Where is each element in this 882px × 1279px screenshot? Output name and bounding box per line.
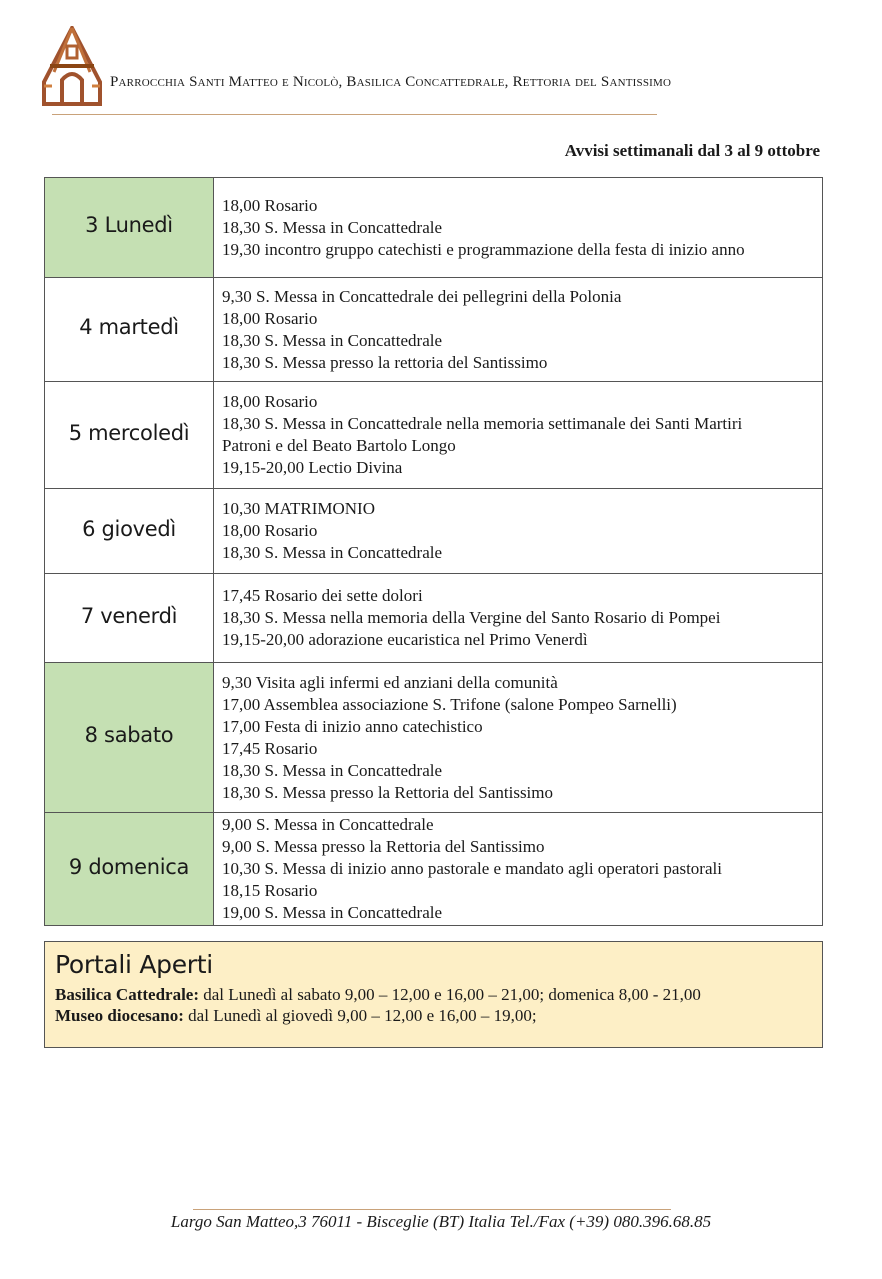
weekly-schedule-table — [44, 177, 823, 926]
event-line: 18,00 Rosario — [222, 195, 318, 215]
event-line: 18,30 S. Messa in Concattedrale — [222, 760, 443, 780]
museum-hours-label: Museo diocesano: — [55, 1006, 184, 1025]
schedule-row — [45, 489, 823, 574]
event-line: 10,30 S. Messa di inizio anno pastorale e mandato agli operatori pastorali — [222, 859, 722, 878]
day-events — [214, 574, 823, 663]
header-divider — [52, 114, 657, 115]
day-events — [214, 663, 823, 813]
event-line: 18,00 Rosario — [222, 308, 318, 328]
event-line: 19,00 S. Messa in Concattedrale — [222, 903, 443, 922]
schedule-row — [45, 382, 823, 489]
day-label: 9 domenica — [45, 813, 214, 926]
day-events — [214, 278, 823, 382]
schedule-row — [45, 574, 823, 663]
event-line: 18,00 Rosario — [222, 521, 318, 540]
event-line: 17,00 Festa di inizio anno catechistico — [222, 716, 483, 736]
day-label: 8 sabato — [45, 663, 214, 813]
parish-header-title: Parrocchia Santi Matteo e Nicolò, Basilica Concattedrale, Rettoria del Santissimo — [110, 74, 672, 90]
event-line: 10,30 MATRIMONIO — [222, 499, 375, 518]
day-label: 4 martedì — [45, 278, 214, 382]
basilica-hours-text: dal Lunedì al sabato 9,00 – 12,00 e 16,00 – 21,00; domenica 8,00 - 21,00 — [199, 985, 701, 1004]
event-line: 18,30 S. Messa in Concattedrale — [222, 330, 443, 350]
open-portals-title: Portali Aperti — [55, 950, 213, 979]
event-line: 19,30 incontro gruppo catechisti e programmazione della festa di inizio anno — [222, 239, 745, 259]
schedule-row — [45, 813, 823, 926]
event-line: 18,30 S. Messa nella memoria della Vergine del Santo Rosario di Pompei — [222, 608, 721, 627]
event-line: 17,45 Rosario dei sette dolori — [222, 586, 423, 605]
event-line: 9,30 Visita agli infermi ed anziani della comunità — [222, 672, 558, 692]
event-line: 18,00 Rosario — [222, 392, 318, 411]
event-line: 19,15-20,00 Lectio Divina — [222, 458, 403, 477]
footer-address: Largo San Matteo,3 76011 - Bisceglie (BT) Italia Tel./Fax (+39) 080.396.68.85 — [170, 1212, 712, 1231]
event-line: 18,30 S. Messa in Concattedrale nella memoria settimanale dei Santi Martiri — [222, 414, 743, 433]
museum-hours — [55, 1006, 537, 1026]
event-line: 9,00 S. Messa presso la Rettoria del Santissimo — [222, 837, 545, 856]
basilica-hours — [55, 985, 701, 1005]
day-label: 6 giovedì — [45, 489, 214, 574]
day-label: 3 Lunedì — [45, 178, 214, 278]
event-line: 18,30 S. Messa in Concattedrale — [222, 217, 443, 237]
day-events — [214, 178, 823, 278]
event-line: 9,00 S. Messa in Concattedrale — [222, 815, 434, 834]
weekly-notices-title: Avvisi settimanali dal 3 al 9 ottobre — [564, 141, 820, 160]
event-line: 18,30 S. Messa in Concattedrale — [222, 543, 443, 562]
footer-divider — [193, 1209, 671, 1210]
event-line: 19,15-20,00 adorazione eucaristica nel Primo Venerdì — [222, 630, 588, 649]
schedule-row — [45, 278, 823, 382]
schedule-row — [45, 178, 823, 278]
event-line: Patroni e del Beato Bartolo Longo — [222, 436, 456, 455]
event-line: 18,30 S. Messa presso la rettoria del Santissimo — [222, 352, 548, 372]
day-label: 5 mercoledì — [45, 382, 214, 489]
day-events — [214, 813, 823, 926]
event-line: 9,30 S. Messa in Concattedrale dei pellegrini della Polonia — [222, 286, 622, 306]
basilica-logo-icon — [40, 26, 104, 106]
day-events — [214, 489, 823, 574]
day-events — [214, 382, 823, 489]
open-portals-box — [44, 941, 823, 1048]
event-line: 18,15 Rosario — [222, 881, 318, 900]
event-line: 18,30 S. Messa presso la Rettoria del Santissimo — [222, 782, 554, 802]
event-line: 17,00 Assemblea associazione S. Trifone (salone Pompeo Sarnelli) — [222, 694, 677, 714]
schedule-row — [45, 663, 823, 813]
event-line: 17,45 Rosario — [222, 738, 318, 758]
museum-hours-text: dal Lunedì al giovedì 9,00 – 12,00 e 16,00 – 19,00; — [183, 1006, 537, 1025]
basilica-hours-label: Basilica Cattedrale: — [55, 985, 199, 1004]
day-label: 7 venerdì — [45, 574, 214, 663]
